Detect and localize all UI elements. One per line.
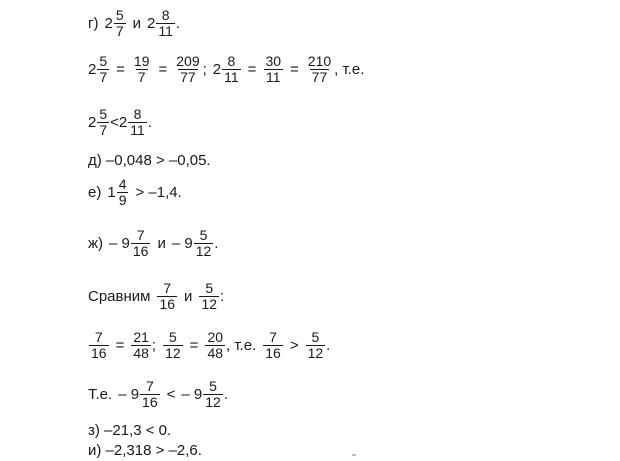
line-i [88,443,202,458]
line-g-result [88,107,152,138]
fraction: $\frac{210}{77}$ [307,53,332,85]
fraction: $\frac{5}{7}$ [99,53,108,85]
statement-text: з) –21,3 < 0. [88,422,172,439]
line-d [88,153,211,168]
line-compare [88,281,224,312]
line-z [88,423,171,438]
whole-part: 2 [147,15,156,32]
item-label: г) [88,15,99,32]
trailing-text: , т.е. [226,337,257,354]
whole-part: – 9 [118,386,140,403]
fraction: $\frac{5}{7}$ [99,106,108,138]
statement-text: д) –0,048 > –0,05. [88,152,211,169]
trailing-text: , т.е. [334,61,365,78]
whole-part: 1 [107,184,116,201]
less-than-sign: < [166,386,176,403]
fraction: $\frac{20}{48}$ [207,329,224,361]
line-g-header [88,8,180,39]
equals-sign: = [158,61,168,78]
fraction: $\frac{21}{48}$ [133,329,149,361]
whole-part: – 9 [181,386,203,403]
item-label: ж) [88,235,104,252]
line-e [88,177,182,208]
equals-sign: = [189,337,199,354]
whole-part: 2 [212,61,222,78]
conclusion-prefix: Т.е. [88,386,113,403]
period: . [223,386,228,403]
period: . [175,15,181,32]
equals-sign: = [247,61,257,78]
fraction: $\frac{7}{16}$ [132,227,149,259]
comparison-text: > –1,4. [135,184,182,201]
line-compare-calc [88,330,330,361]
fraction: $\frac{19}{7}$ [133,53,150,85]
fraction: $\frac{7}{16}$ [159,280,176,312]
fraction: $\frac{8}{11}$ [158,7,173,39]
conjunction: и [184,288,193,305]
fraction: $\frac{8}{11}$ [130,106,145,138]
line-g-calc [88,54,364,85]
item-label: е) [88,184,102,201]
scan-speck [352,454,356,456]
conjunction: и [132,15,141,32]
whole-part: 2 [88,114,97,131]
period: . [326,337,331,354]
fraction: $\frac{5}{12}$ [205,378,221,410]
equals-sign: = [116,61,125,78]
fraction: $\frac{7}{16}$ [142,378,158,410]
whole-part: 2 [104,15,113,32]
fraction: $\frac{7}{16}$ [265,329,281,361]
equals-sign: = [115,337,125,354]
colon: : [220,288,225,305]
fraction: $\frac{5}{12}$ [165,329,181,361]
semicolon: ; [151,337,157,354]
statement-text: и) –2,318 > –2,6. [88,442,202,459]
fraction: $\frac{8}{11}$ [224,53,239,85]
whole-part: – 9 [171,235,193,252]
fraction: $\frac{4}{9}$ [118,176,127,208]
fraction: $\frac{209}{77}$ [176,53,200,85]
period: . [214,235,219,252]
less-than-sign: < [110,114,119,131]
line-te [88,379,228,410]
fraction: $\frac{5}{12}$ [195,227,212,259]
semicolon: ; [202,61,207,78]
whole-part: – 9 [109,235,130,252]
conjunction: и [157,235,166,252]
fraction: $\frac{7}{16}$ [91,329,107,361]
period: . [147,114,152,131]
fraction: $\frac{5}{12}$ [307,329,324,361]
line-zh [88,228,218,259]
whole-part: 2 [118,114,128,131]
greater-than-sign: > [289,337,299,354]
equals-sign: = [290,61,299,78]
whole-part: 2 [88,61,97,78]
fraction: $\frac{5}{7}$ [115,7,124,39]
fraction: $\frac{5}{12}$ [201,280,218,312]
fraction: $\frac{30}{11}$ [265,53,282,85]
compare-word: Сравним [88,288,151,305]
